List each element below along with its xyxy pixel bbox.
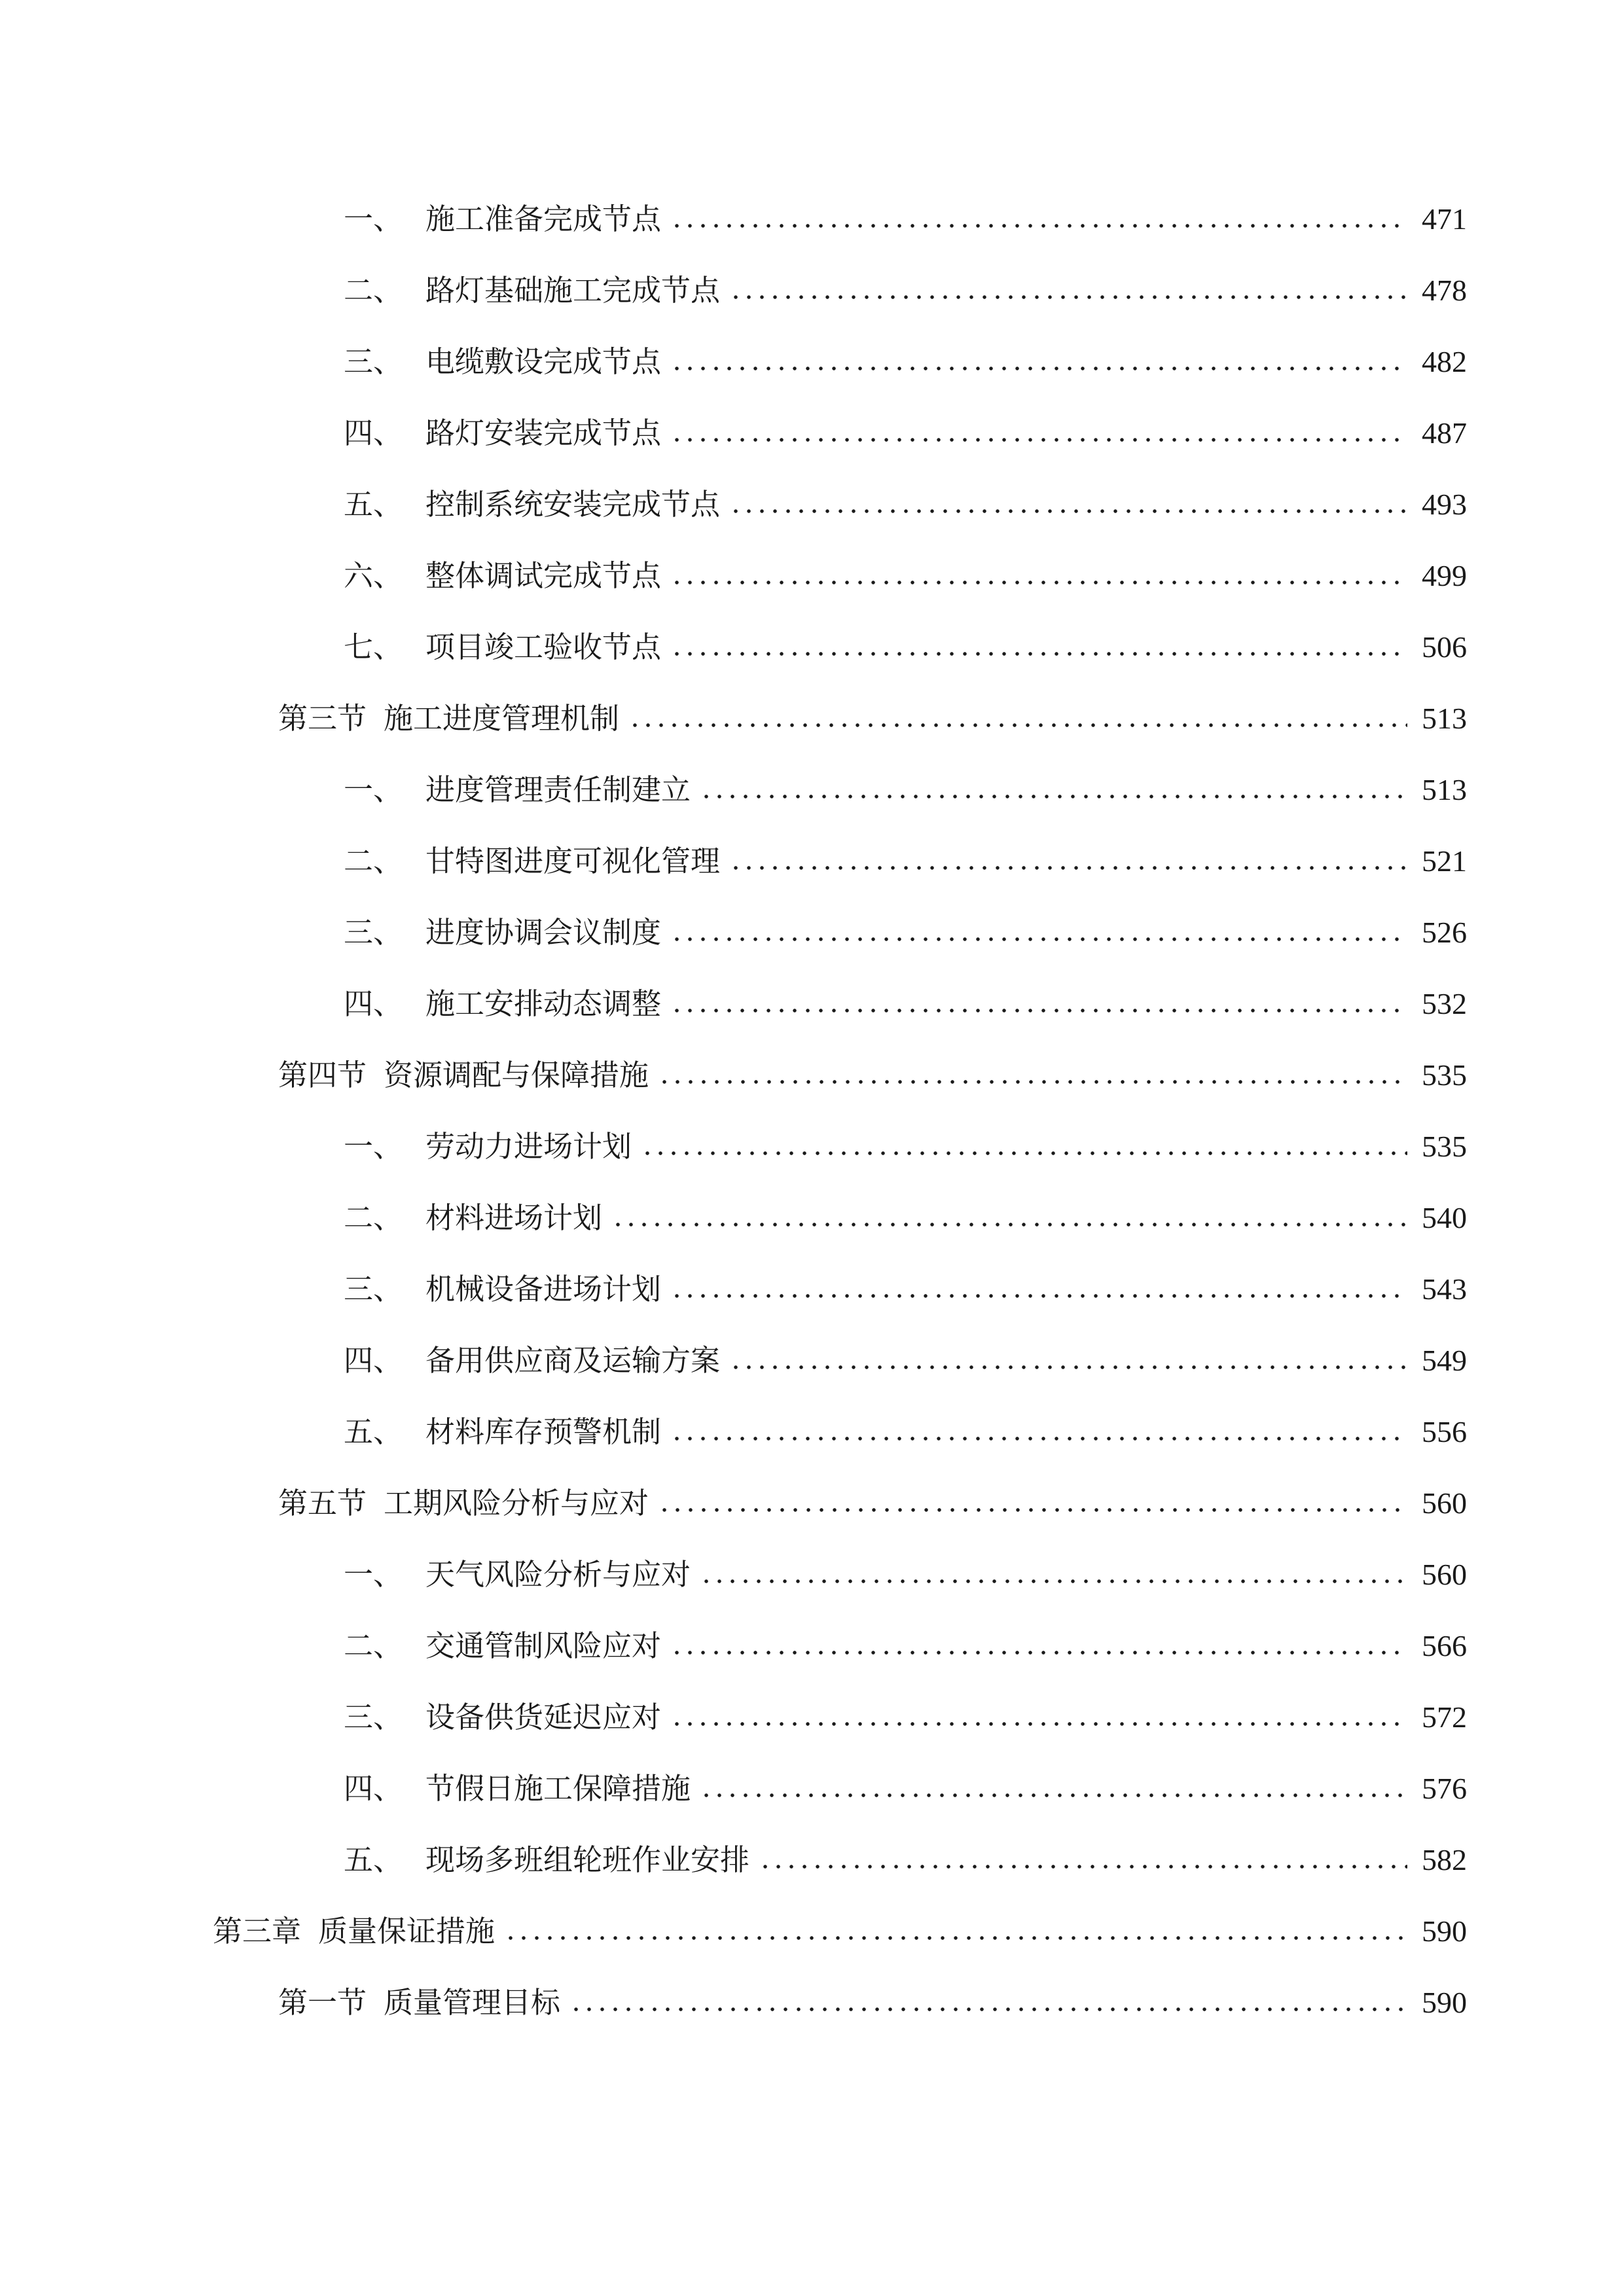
dot-leader — [658, 1078, 1407, 1086]
toc-entry-number: 三、 — [344, 344, 403, 379]
toc-entry-title: 工期风险分析与应对 — [384, 1486, 649, 1520]
toc-entry-number: 五、 — [344, 1414, 403, 1449]
dot-leader — [700, 1791, 1407, 1799]
toc-entry[interactable] — [344, 1620, 1467, 1672]
toc-entry-number: 一、 — [344, 772, 403, 807]
toc-entry-title: 项目竣工验收节点 — [425, 630, 662, 664]
toc-entry[interactable] — [278, 692, 1467, 745]
toc-entry-title: 资源调配与保障措施 — [384, 1058, 649, 1092]
toc-entry[interactable] — [344, 1121, 1467, 1173]
toc-entry[interactable] — [344, 336, 1467, 388]
toc-entry-title: 进度协调会议制度 — [425, 915, 662, 950]
toc-entry-number: 一、 — [344, 202, 403, 236]
toc-entry-number: 第五节 — [278, 1486, 367, 1520]
toc-entry-title: 电缆敷设完成节点 — [425, 344, 662, 379]
dot-leader — [670, 935, 1407, 943]
toc-entry[interactable] — [344, 764, 1467, 816]
toc-entry-page: 471 — [1422, 202, 1467, 236]
dot-leader — [670, 1720, 1407, 1728]
toc-entry-number: 四、 — [344, 1771, 403, 1806]
dot-leader — [628, 721, 1407, 729]
toc-entry-page: 478 — [1422, 274, 1467, 307]
toc-entry[interactable] — [344, 1834, 1467, 1886]
dot-leader — [641, 1149, 1407, 1157]
toc-entry[interactable] — [278, 1049, 1467, 1102]
toc-entry-title: 节假日施工保障措施 — [425, 1771, 691, 1806]
toc-entry-number: 二、 — [344, 844, 403, 878]
toc-entry-number: 三、 — [344, 1272, 403, 1306]
toc-entry-page: 590 — [1422, 1986, 1467, 2019]
toc-entry-title: 甘特图进度可视化管理 — [425, 844, 721, 878]
toc-entry[interactable] — [344, 1406, 1467, 1458]
toc-entry-page: 535 — [1422, 1058, 1467, 1092]
dot-leader — [670, 436, 1407, 444]
toc-entry-page: 499 — [1422, 559, 1467, 592]
toc-entry[interactable] — [278, 1977, 1467, 2029]
toc-entry-page: 549 — [1422, 1344, 1467, 1377]
toc-entry[interactable] — [344, 550, 1467, 602]
toc-entry-number: 二、 — [344, 273, 403, 308]
toc-entry[interactable] — [344, 193, 1467, 245]
toc-entry-title: 质量保证措施 — [318, 1914, 496, 1948]
toc-entry-title: 控制系统安装完成节点 — [425, 487, 721, 522]
toc-entry-number: 三、 — [344, 1700, 403, 1734]
toc-entry-number: 第一节 — [278, 1985, 367, 2020]
toc-entry[interactable] — [344, 1192, 1467, 1244]
toc-entry-title: 设备供货延迟应对 — [425, 1700, 662, 1734]
dot-leader — [569, 2005, 1407, 2013]
toc-entry-number: 四、 — [344, 416, 403, 450]
toc-entry-number: 二、 — [344, 1200, 403, 1235]
dot-leader — [504, 1934, 1407, 1942]
dot-leader — [700, 793, 1407, 800]
toc-entry[interactable] — [344, 264, 1467, 317]
toc-entry-title: 进度管理责任制建立 — [425, 772, 691, 807]
toc-entry-title: 材料库存预警机制 — [425, 1414, 662, 1449]
toc-entry-title: 质量管理目标 — [384, 1985, 561, 2020]
toc-entry-page: 526 — [1422, 916, 1467, 949]
toc-entry-page: 560 — [1422, 1486, 1467, 1520]
toc-entry-number: 第四节 — [278, 1058, 367, 1092]
dot-leader — [670, 1435, 1407, 1443]
toc-entry[interactable] — [344, 478, 1467, 531]
toc-entry-number: 七、 — [344, 630, 403, 664]
toc-entry-page: 506 — [1422, 630, 1467, 664]
toc-entry-number: 四、 — [344, 1343, 403, 1378]
dot-leader — [729, 293, 1407, 301]
toc-entry-page: 582 — [1422, 1843, 1467, 1876]
toc-entry-number: 五、 — [344, 487, 403, 522]
toc-entry[interactable] — [344, 621, 1467, 673]
toc-entry-title: 备用供应商及运输方案 — [425, 1343, 721, 1378]
toc-entry-title: 交通管制风险应对 — [425, 1628, 662, 1663]
toc-entry-number: 六、 — [344, 558, 403, 593]
toc-entry[interactable] — [344, 1549, 1467, 1601]
dot-leader — [700, 1577, 1407, 1585]
toc-entry-number: 五、 — [344, 1842, 403, 1877]
toc-entry-number: 第三节 — [278, 701, 367, 736]
toc-entry[interactable] — [344, 978, 1467, 1030]
dot-leader — [670, 222, 1407, 230]
toc-entry-page: 576 — [1422, 1772, 1467, 1805]
toc-entry[interactable] — [344, 1691, 1467, 1744]
toc-entry-title: 路灯基础施工完成节点 — [425, 273, 721, 308]
toc-entry-page: 487 — [1422, 416, 1467, 450]
dot-leader — [658, 1506, 1407, 1514]
toc-entry-title: 施工安排动态调整 — [425, 986, 662, 1021]
toc-entry-page: 521 — [1422, 844, 1467, 878]
toc-entry[interactable] — [344, 1263, 1467, 1316]
toc-entry-title: 劳动力进场计划 — [425, 1129, 632, 1164]
toc-entry-page: 543 — [1422, 1272, 1467, 1306]
toc-entry-title: 材料进场计划 — [425, 1200, 603, 1235]
toc-entry-title: 现场多班组轮班作业安排 — [425, 1842, 750, 1877]
toc-entry-number: 一、 — [344, 1129, 403, 1164]
toc-entry[interactable] — [344, 906, 1467, 959]
toc-entry-page: 532 — [1422, 987, 1467, 1020]
dot-leader — [670, 1007, 1407, 1014]
dot-leader — [670, 650, 1407, 658]
toc-entry-page: 572 — [1422, 1700, 1467, 1734]
toc-entry-page: 482 — [1422, 345, 1467, 378]
toc-entry-page: 590 — [1422, 1914, 1467, 1948]
toc-entry-page: 556 — [1422, 1415, 1467, 1448]
toc-entry-number: 二、 — [344, 1628, 403, 1663]
toc-entry[interactable] — [344, 835, 1467, 888]
toc-entry-page: 513 — [1422, 773, 1467, 806]
toc-entry-number: 四、 — [344, 986, 403, 1021]
dot-leader — [670, 1292, 1407, 1300]
toc-entry-page: 535 — [1422, 1130, 1467, 1163]
toc-entry-number: 第三章 — [213, 1914, 302, 1948]
toc-entry[interactable] — [344, 407, 1467, 459]
toc-entry-page: 493 — [1422, 488, 1467, 521]
toc-entry-title: 施工准备完成节点 — [425, 202, 662, 236]
toc-entry-page: 540 — [1422, 1201, 1467, 1234]
toc-entry-title: 天气风险分析与应对 — [425, 1557, 691, 1592]
toc-entry-title: 路灯安装完成节点 — [425, 416, 662, 450]
toc-entry[interactable] — [344, 1763, 1467, 1815]
dot-leader — [670, 579, 1407, 586]
toc-entry-number: 一、 — [344, 1557, 403, 1592]
toc-entry[interactable] — [344, 1335, 1467, 1387]
dot-leader — [611, 1221, 1407, 1229]
toc-entry-page: 513 — [1422, 702, 1467, 735]
toc-entry-title: 机械设备进场计划 — [425, 1272, 662, 1306]
toc-entry-page: 566 — [1422, 1629, 1467, 1662]
dot-leader — [670, 1649, 1407, 1657]
dot-leader — [729, 864, 1407, 872]
toc-entry[interactable] — [213, 1905, 1467, 1958]
dot-leader — [670, 365, 1407, 372]
toc-entry-number: 三、 — [344, 915, 403, 950]
toc-entry-title: 整体调试完成节点 — [425, 558, 662, 593]
toc-entry-title: 施工进度管理机制 — [384, 701, 620, 736]
dot-leader — [759, 1863, 1407, 1871]
dot-leader — [729, 507, 1407, 515]
toc-entry[interactable] — [278, 1477, 1467, 1530]
toc-entry-page: 560 — [1422, 1558, 1467, 1591]
dot-leader — [729, 1363, 1407, 1371]
